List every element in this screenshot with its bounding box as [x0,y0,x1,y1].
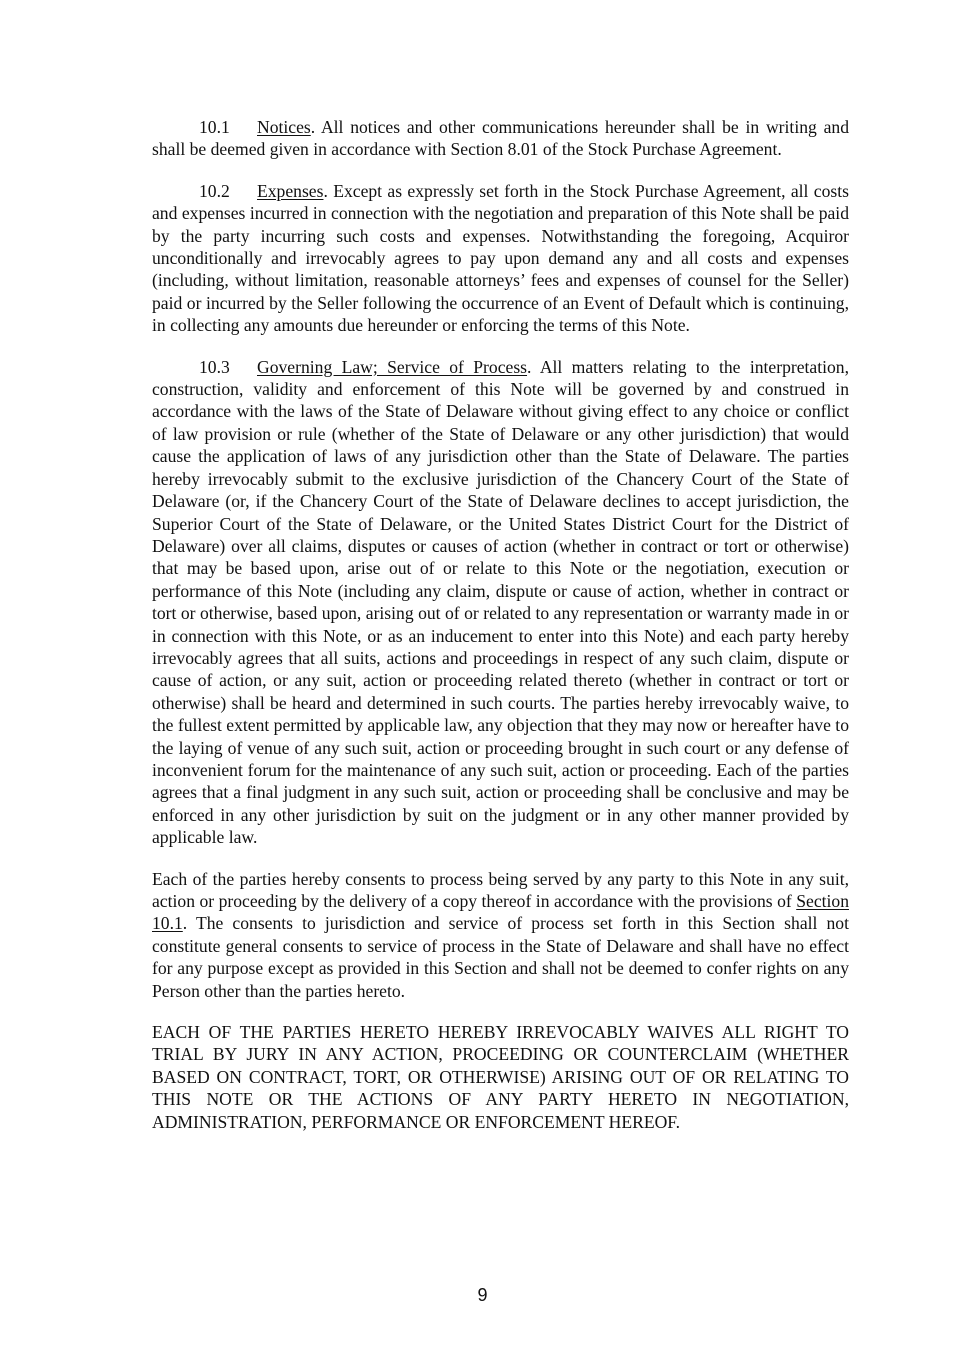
section-10-1 [152,116,849,161]
consent-paragraph [152,868,849,1002]
section-heading: Notices [257,117,311,137]
consent-text-after: . The consents to jurisdiction and service of process set forth in this Section shall not constitute general consents to service of process in the State of Delaware and shall have no effect for any purpose except as provided in this Section and shall not be deemed to confer rights on any Person other than the parties hereto. [152,913,849,1001]
document-body [152,116,849,1152]
section-text: . Except as expressly set forth in the Stock Purchase Agreement, all costs and expenses incurred in connection with the negotiation and preparation of this Note shall be paid by the party incurring such costs and expenses. Notwithstanding the foregoing, Acquiror unconditionally and irrevocably agrees to pay upon demand any and all costs and expenses (including, without limitation, reasonable attorneys’ fees and expenses of counsel for the Seller) paid or incurred by the Seller following the occurrence of an Event of Default which is continuing, in collecting any amounts due hereunder or enforcing the terms of this Note. [152,180,849,336]
section-reference-link: Section 10.1 [152,891,849,934]
section-10-3 [152,356,849,849]
consent-text-before: Each of the parties hereby consents to process being served by any party to this Note in any suit, action or proceeding by the delivery of a copy thereof in accordance with the provisions of [152,868,849,911]
section-number: 10.2 [199,180,230,201]
section-text: . All matters relating to the interpretation, construction, validity and enforcement of this Note will be governed by and construed in accordance with the laws of the State of Delaware without giving effect to any choice or conflict of law provision or rule (whether of the State of Delaware or any other jurisdiction) that would cause the application of laws of any jurisdiction other than the State of Delaware. The parties hereby irrevocably submit to the exclusive jurisdiction of the Chancery Court of the State of Delaware (or, if the Chancery Court of the State of Delaware declines to accept jurisdiction, the Superior Court of the State of Delaware, or the United States District Court for the District of Delaware) over all claims, disputes or causes of action (whether in contract or tort or otherwise) that may be based upon, arise out of or relate to this Note or the negotiation, execution or performance of this Note (including any claim, dispute or cause of action, whether in contract or tort or otherwise, based upon, arising out of or related to any representation or warranty made in or in connection with this Note, or as an inducement to enter into this Note) and each party hereby irrevocably agrees that all suits, actions and proceedings in respect of any such claim, dispute or cause of action, or any suit, action or proceeding related thereto (whether in contract or tort or otherwise) shall be heard and determined in such courts. The parties hereby irrevocably waive, to the fullest extent permitted by applicable law, any objection that they may now or hereafter have to the laying of venue of any such suit, action or proceeding brought in such court or any defense of inconvenient forum for the maintenance of any such suit, action or proceeding. Each of the parties agrees that a final judgment in any such suit, action or proceeding shall be conclusive and may be enforced in any other jurisdiction by suit on the judgment or in any other manner provided by applicable law. [152,356,850,848]
section-heading: Expenses [257,180,324,201]
section-10-2 [152,180,849,337]
section-text: . All notices and other communications hereunder shall be in writing and shall be deemed given in accordance with Section 8.01 of the Stock Purchase Agreement. [152,117,849,160]
jury-waiver-paragraph: EACH OF THE PARTIES HERETO HEREBY IRREVOCABLY WAIVES ALL RIGHT TO TRIAL BY JURY IN ANY ACTION, PROCEEDING OR COUNTERCLAIM (WHETHER BASED ON CONTRACT, TORT, OR OTHERWISE) ARISING OUT OF OR RELATING TO THIS NOTE OR THE ACTIONS OF ANY PARTY HERETO IN NEGOTIATION, ADMINISTRATION, PERFORMANCE OR ENFORCEMENT HEREOF. [152,1022,849,1132]
section-number: 10.3 [199,356,230,377]
section-number: 10.1 [199,117,230,137]
section-heading: Governing Law; Service of Process [257,356,528,377]
page-number: 9 [477,1285,488,1305]
